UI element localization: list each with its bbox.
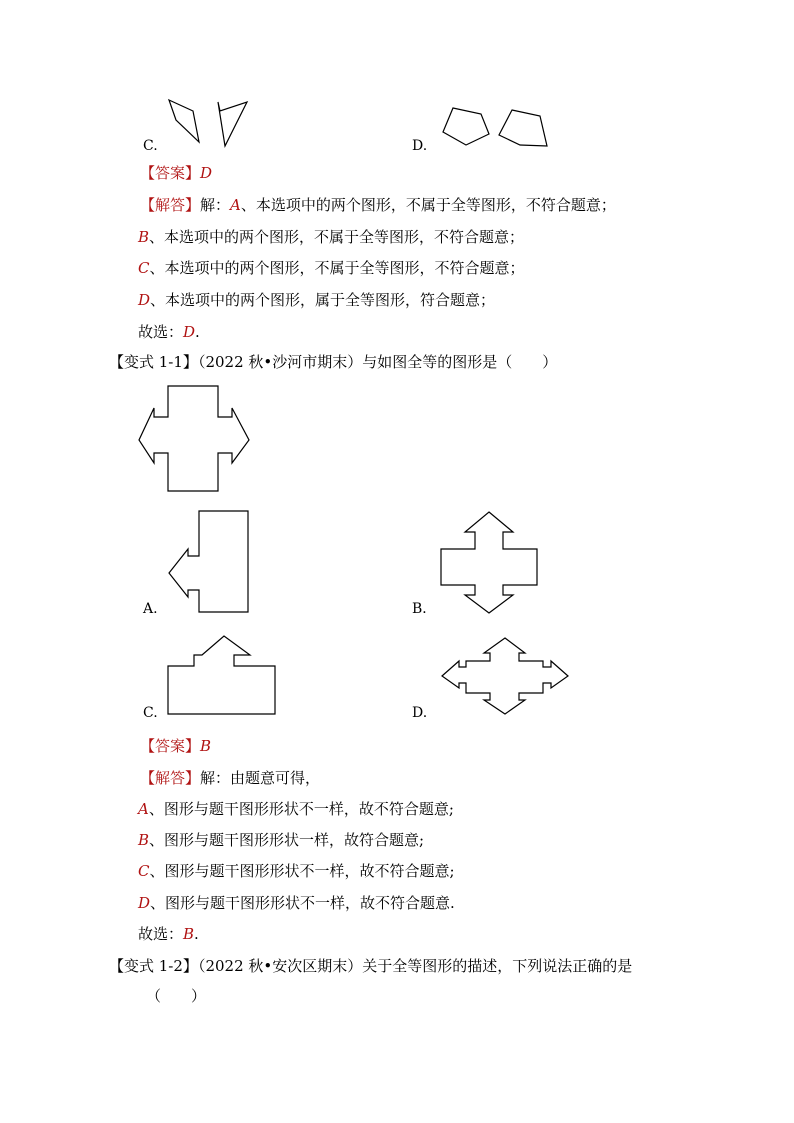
variant-source: （2022 秋•安次区期末） xyxy=(197,957,363,975)
answer-line xyxy=(140,736,211,756)
analysis-line xyxy=(138,227,524,247)
analysis-lead: 解： xyxy=(200,196,231,214)
analysis-letter: B xyxy=(138,228,150,246)
variant-question: 关于全等图形的描述，下列说法正确的是 xyxy=(362,957,633,975)
conclusion-value: D xyxy=(183,323,196,341)
option-d-figure-right xyxy=(496,108,552,152)
answer-value: D xyxy=(200,164,213,182)
analysis-letter: D xyxy=(138,291,151,309)
conclusion-line xyxy=(138,924,199,944)
variant-question: 与如图全等的图形是（ ） xyxy=(362,353,558,371)
analysis-text: 、图形与题干图形形状不一样，故不符合题意; xyxy=(148,800,454,818)
conclusion-suffix: . xyxy=(194,925,199,943)
analysis-letter: C xyxy=(138,862,150,880)
analysis-text: 、图形与题干图形形状不一样，故不符合题意. xyxy=(150,894,455,912)
conclusion-value: B xyxy=(183,925,195,943)
analysis-text: 、本选项中的两个图形，不属于全等图形，不符合题意； xyxy=(240,196,616,214)
variant-1-2-question xyxy=(109,956,632,976)
conclusion-line xyxy=(138,322,200,342)
option-d-label: D. xyxy=(412,138,428,154)
option-a-figure xyxy=(166,510,250,614)
analysis-tag: 【解答】 xyxy=(140,196,201,214)
conclusion-prefix: 故选： xyxy=(138,323,184,341)
analysis-lead: 解：由题意可得， xyxy=(200,769,321,787)
option-c-label: C. xyxy=(143,138,158,154)
option-c2-figure xyxy=(167,635,277,717)
variant-source: （2022 秋•沙河市期末） xyxy=(197,353,363,371)
analysis-line xyxy=(138,258,525,278)
answer-value: B xyxy=(200,737,212,755)
analysis-letter: A xyxy=(230,196,241,214)
analysis-text: 、本选项中的两个图形，不属于全等图形，不符合题意； xyxy=(149,259,525,277)
analysis-letter: C xyxy=(138,259,150,277)
analysis-letter: D xyxy=(138,894,151,912)
option-b-label: B． xyxy=(412,601,437,617)
variant-tag: 【变式 1-1】 xyxy=(109,353,198,371)
analysis-text: 、图形与题干图形形状不一样，故不符合题意; xyxy=(149,862,455,880)
analysis-text: 、图形与题干图形形状一样，故符合题意; xyxy=(149,831,425,849)
analysis-text: 、本选项中的两个图形，属于全等图形，符合题意； xyxy=(150,291,496,309)
analysis-line xyxy=(140,195,616,215)
option-c2-label: C. xyxy=(143,705,158,721)
analysis-line xyxy=(138,799,454,819)
analysis-line xyxy=(138,830,424,850)
answer-line xyxy=(140,163,212,183)
analysis-letter: A xyxy=(138,800,149,818)
option-d2-figure xyxy=(441,637,571,717)
option-d2-label: D. xyxy=(412,705,428,721)
conclusion-suffix: . xyxy=(195,323,200,341)
option-c-figure-left xyxy=(166,98,206,146)
answer-tag: 【答案】 xyxy=(140,737,201,755)
conclusion-prefix: 故选： xyxy=(138,925,184,943)
option-b-figure xyxy=(440,511,540,615)
stem-figure xyxy=(138,385,252,493)
analysis-letter: B xyxy=(138,831,150,849)
analysis-tag: 【解答】 xyxy=(140,769,201,787)
option-a-label: A. xyxy=(143,601,158,617)
analysis-line xyxy=(140,768,320,788)
analysis-text: 、本选项中的两个图形，不属于全等图形，不符合题意； xyxy=(149,228,525,246)
analysis-line xyxy=(138,861,455,881)
variant-tag: 【变式 1-2】 xyxy=(109,957,198,975)
analysis-line xyxy=(138,290,495,310)
option-d-figure-left xyxy=(438,106,494,150)
option-c-figure-right xyxy=(213,100,253,150)
answer-tag: 【答案】 xyxy=(140,164,201,182)
variant-1-1-question xyxy=(109,352,557,372)
analysis-line xyxy=(138,893,455,913)
variant-1-2-blank: （ ） xyxy=(146,987,207,1005)
